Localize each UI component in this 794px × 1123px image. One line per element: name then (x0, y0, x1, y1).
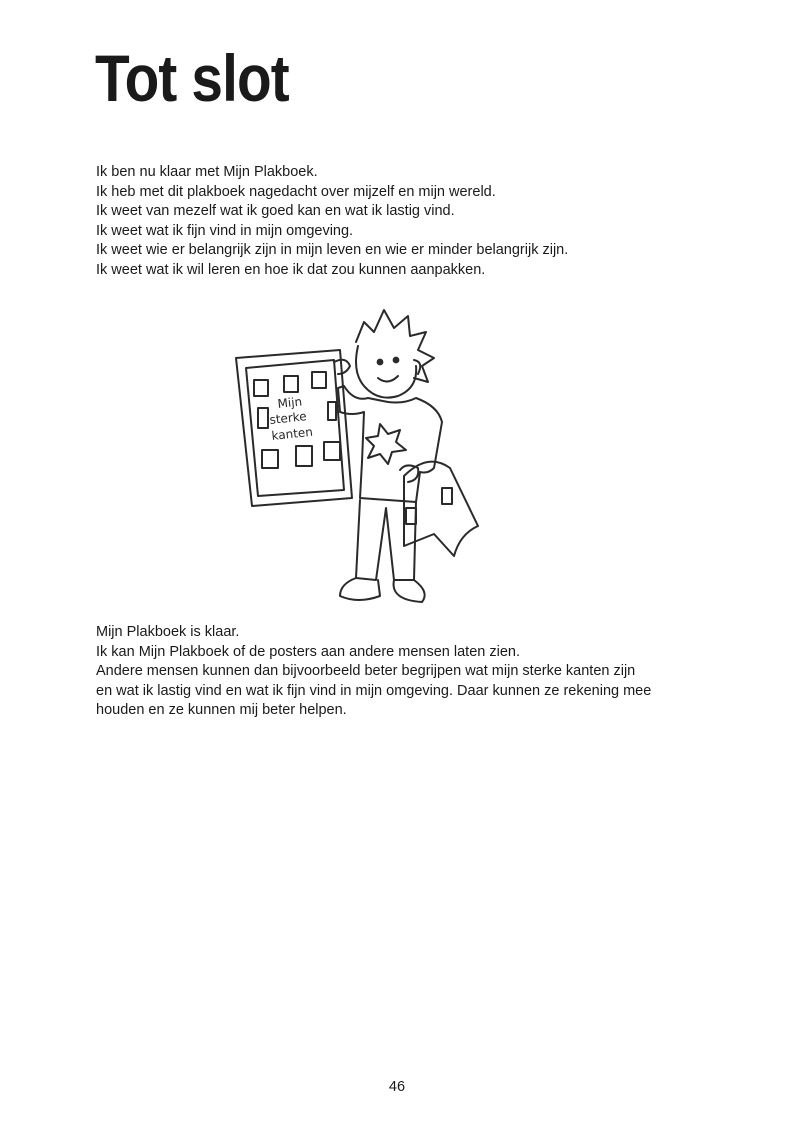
eye (378, 360, 383, 365)
intro-line: Ik ben nu klaar met Mijn Plakboek. (96, 164, 318, 180)
eye (394, 358, 399, 363)
poster-label: Mijn (276, 394, 303, 411)
shoe (394, 580, 425, 602)
intro-line: Ik weet van mezelf wat ik goed kan en wat ik lastig vind. (96, 203, 455, 220)
poster-label: kanten (270, 424, 314, 443)
intro-line: Ik weet wat ik wil leren en hoe ik dat zou kunnen aanpakken. (96, 261, 486, 278)
intro-line: Ik heb met dit plakboek nagedacht over mijzelf en mijn wereld. (96, 183, 496, 200)
hand (400, 465, 418, 482)
outro-line: en wat ik lastig vind en wat ik fijn vind in mijn omgeving. Daar kunnen ze rekening mee (96, 682, 652, 699)
head (356, 346, 416, 398)
child-holding-poster-illustration (228, 302, 488, 610)
page-number: 46 (388, 1079, 406, 1095)
shirt (338, 386, 442, 502)
outro-line: Mijn Plakboek is klaar. (96, 624, 240, 640)
shirt-star (366, 424, 406, 464)
poster-label: sterke (268, 409, 308, 427)
page-title: Tot slot (95, 41, 289, 115)
mouth (378, 376, 398, 382)
intro-paragraph (96, 163, 716, 281)
outro-line: Ik kan Mijn Plakboek of de posters aan andere mensen laten zien. (96, 643, 520, 660)
intro-line: Ik weet wie er belangrijk zijn in mijn leven en wie er minder belangrijk zijn. (96, 242, 569, 259)
outro-paragraph (96, 623, 716, 721)
shoe (340, 578, 380, 600)
outro-line: houden en ze kunnen mij beter helpen. (96, 702, 347, 719)
outro-line: Andere mensen kunnen dan bijvoorbeeld beter begrijpen wat mijn sterke kanten zijn (96, 663, 636, 680)
intro-line: Ik weet wat ik fijn vind in mijn omgeving. (96, 222, 354, 239)
hair (356, 310, 434, 382)
